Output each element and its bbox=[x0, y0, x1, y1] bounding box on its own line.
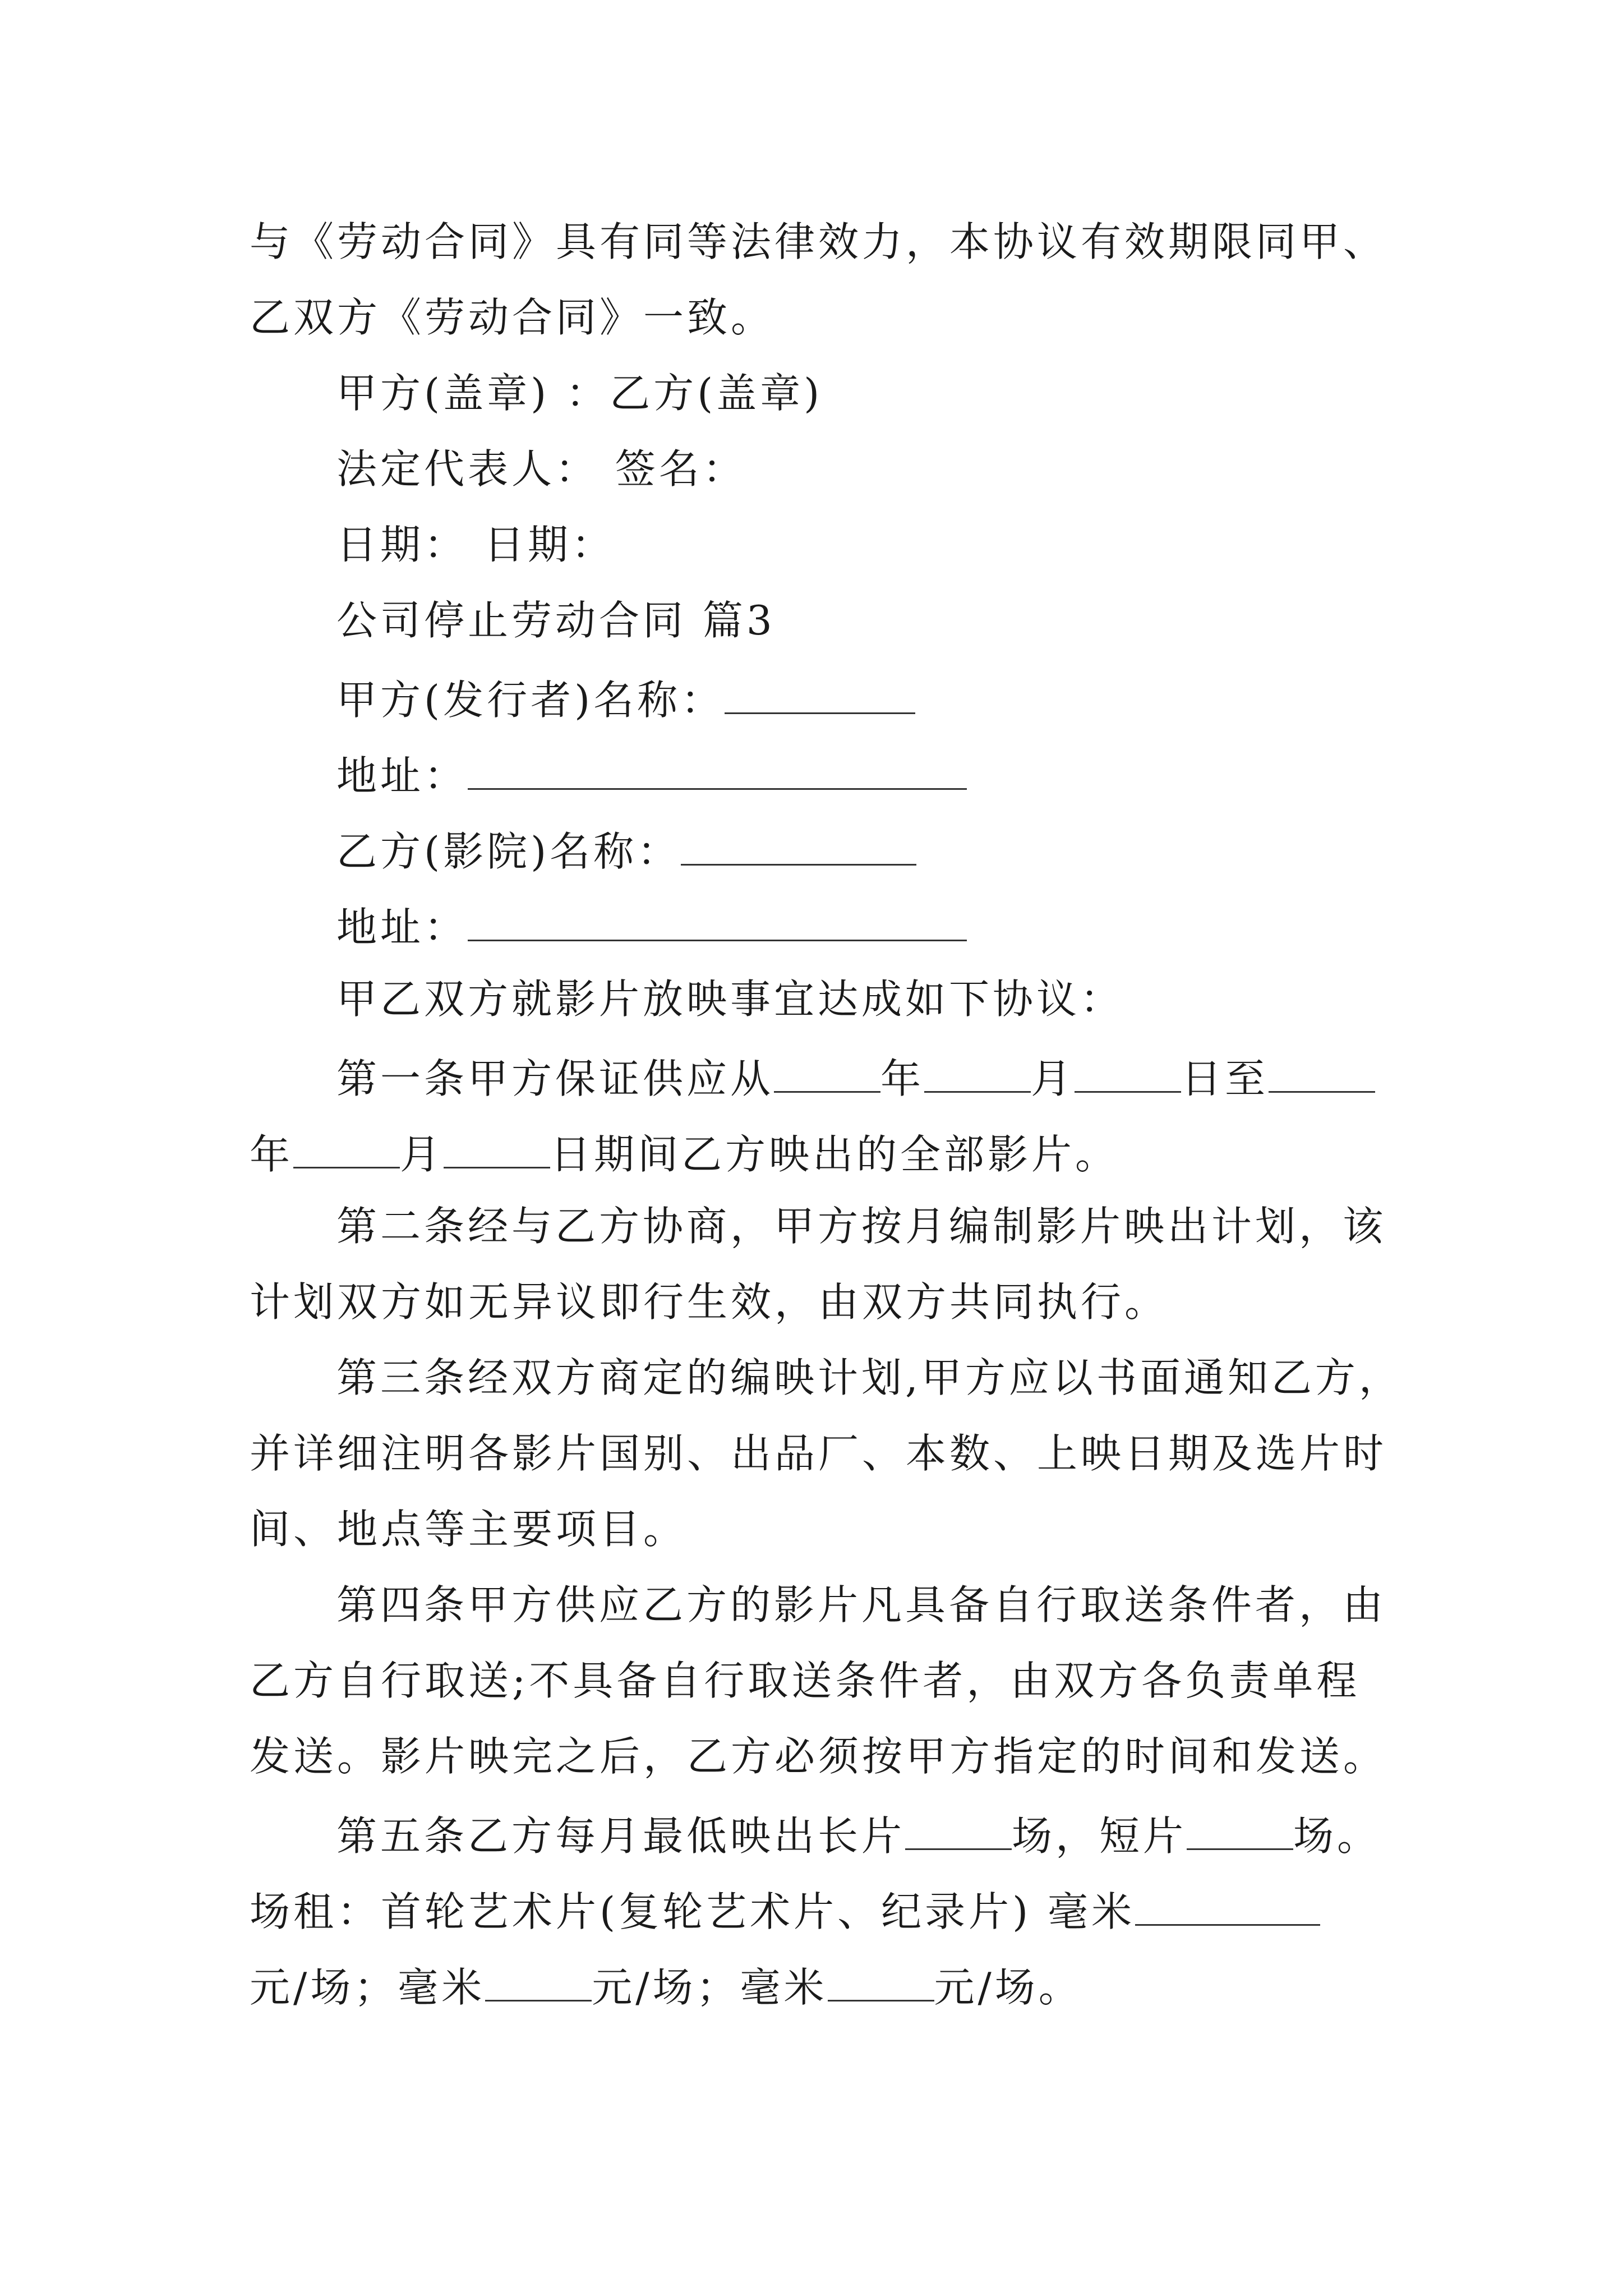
signature-party-line: 甲方(盖章) ：乙方(盖章) bbox=[336, 370, 823, 417]
paragraph-line: 与《劳动合同》具有同等法律效力，本协议有效期限同甲、 bbox=[250, 218, 1387, 265]
blank-field bbox=[905, 1812, 1012, 1850]
party-b-address-line: 地址： bbox=[336, 903, 967, 947]
article-5-line: 元/场；毫米 元/场；毫米 元/场。 bbox=[250, 1963, 1082, 2011]
section-heading: 公司停止劳动合同 篇3 bbox=[336, 597, 776, 644]
article-4-line: 发送。影片映完之后，乙方必须按甲方指定的时间和发送。 bbox=[250, 1733, 1387, 1780]
blank-field bbox=[1075, 1055, 1181, 1093]
blank-field bbox=[293, 1130, 400, 1168]
blank-field bbox=[828, 1963, 934, 2001]
blank-field bbox=[468, 752, 967, 790]
article-1-line: 年 月 日期间乙方映出的全部影片。 bbox=[250, 1130, 1119, 1178]
blank-field bbox=[681, 827, 916, 866]
party-a-name-line: 甲方(发行者)名称： bbox=[336, 676, 915, 720]
blank-field bbox=[485, 1963, 592, 2001]
article-2-line: 第二条经与乙方协商，甲方按月编制影片映出计划，该 bbox=[336, 1203, 1387, 1250]
party-a-address-line: 地址： bbox=[336, 752, 967, 796]
blank-field bbox=[1269, 1055, 1375, 1093]
article-1-line: 第一条甲方保证供应从 年 月 日至 bbox=[336, 1055, 1375, 1099]
representative-line: 法定代表人： 签名： bbox=[336, 445, 746, 493]
article-5-line: 第五条乙方每月最低映出长片 场，短片 场。 bbox=[336, 1812, 1381, 1860]
date-line: 日期： 日期： bbox=[336, 521, 615, 568]
agreement-intro-line: 甲乙双方就影片放映事宜达成如下协议： bbox=[336, 976, 1124, 1023]
article-4-line: 乙方自行取送;不具备自行取送条件者，由双方各负责单程 bbox=[250, 1657, 1361, 1704]
blank-field bbox=[725, 676, 915, 714]
blank-field bbox=[444, 1130, 550, 1168]
article-4-line: 第四条甲方供应乙方的影片凡具备自行取送条件者，由 bbox=[336, 1581, 1387, 1628]
article-3-line: 并详细注明各影片国别、出品厂、本数、上映日期及选片时 bbox=[250, 1430, 1387, 1477]
article-5-line: 场租：首轮艺术片(复轮艺术片、纪录片) 毫米 bbox=[250, 1888, 1320, 1932]
article-2-line: 计划双方如无异议即行生效，由双方共同执行。 bbox=[250, 1278, 1169, 1326]
blank-field bbox=[1187, 1812, 1293, 1850]
article-3-line: 间、地点等主要项目。 bbox=[250, 1506, 688, 1553]
blank-field bbox=[924, 1055, 1031, 1093]
blank-field bbox=[1135, 1888, 1320, 1926]
blank-field bbox=[468, 903, 967, 941]
paragraph-line: 乙双方《劳动合同》一致。 bbox=[250, 294, 775, 341]
blank-field bbox=[774, 1055, 880, 1093]
party-b-name-line: 乙方(影院)名称： bbox=[336, 827, 916, 872]
article-3-line: 第三条经双方商定的编映计划,甲方应以书面通知乙方， bbox=[336, 1354, 1403, 1401]
